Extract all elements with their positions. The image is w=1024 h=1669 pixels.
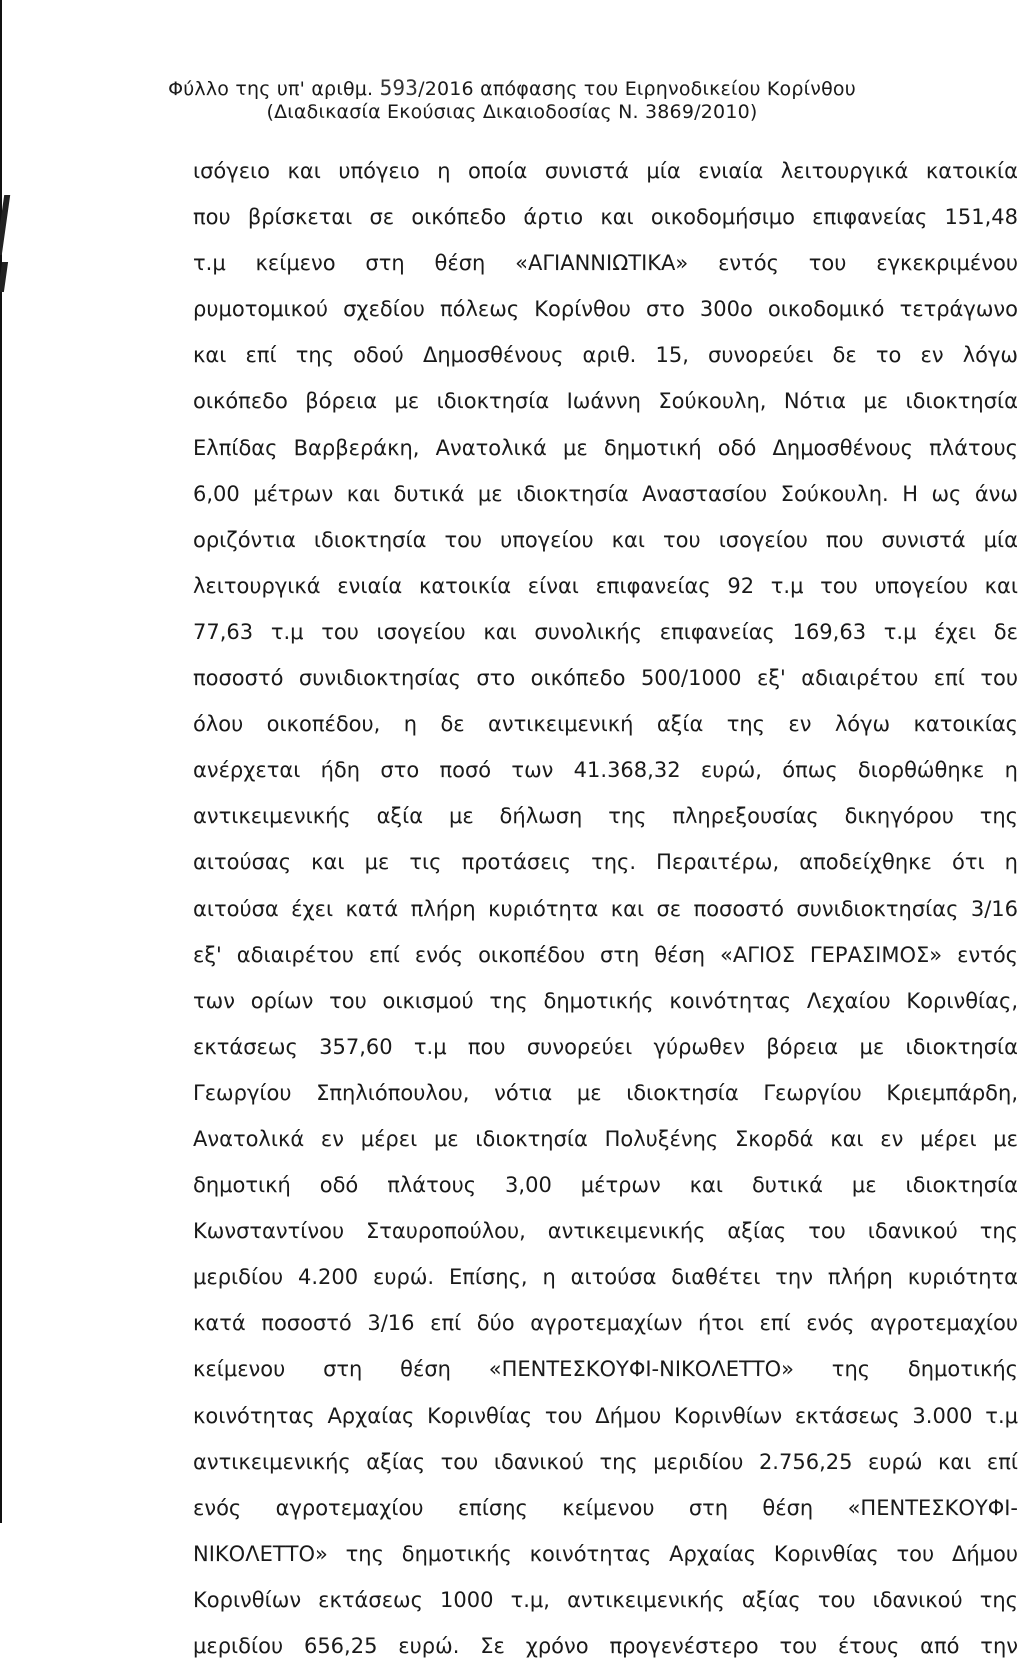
text-line: αιτούσας και με τις προτάσεις της. Περαιτέρω, αποδείχθηκε ότι η: [193, 850, 1018, 875]
page-header: [0, 77, 1024, 100]
text-line: κείμενου στη θέση «ΠΕΝΤΕΣΚΟΥΦΙ-ΝΙΚΟΛΕΤΤΟ» της δημοτικής: [193, 1357, 1018, 1382]
margin-mark: [0, 262, 8, 292]
text-line: 6,00 μέτρων και δυτικά με ιδιοκτησία Αναστασίου Σούκουλη. Η ως άνω: [193, 481, 1018, 506]
text-line: Ανατολικά εν μέρει με ιδιοκτησία Πολυξένης Σκορδά και εν μέρει με: [193, 1126, 1018, 1151]
text-line: οικόπεδο βόρεια με ιδιοκτησία Ιωάννη Σούκουλη, Νότια με ιδιοκτησία: [193, 389, 1018, 414]
text-line: εξ' αδιαιρέτου επί ενός οικοπέδου στη θέση «ΑΓΙΟΣ ΓΕΡΑΣΙΜΟΣ» εντός: [193, 942, 1018, 967]
header-prefix: Φύλλο της υπ' αριθμ.: [168, 78, 374, 100]
text-line: Κορινθίων εκτάσεως 1000 τ.μ, αντικειμενικής αξίας του ιδανικού της: [193, 1587, 1018, 1612]
text-line: κοινότητας Αρχαίας Κορινθίας του Δήμου Κορινθίων εκτάσεως 3.000 τ.μ: [193, 1403, 1018, 1428]
case-number: 593: [379, 76, 419, 100]
text-line: ΝΙΚΟΛΕΤΤΟ» της δημοτικής κοινότητας Αρχαίας Κορινθίας του Δήμου: [193, 1541, 1018, 1566]
text-line: μεριδίου 656,25 ευρώ. Σε χρόνο προγενέστερο του έτους από την: [193, 1634, 1018, 1658]
text-line: ρυμοτομικού σχεδίου πόλεως Κορίνθου στο 300ο οικοδομικό τετράγωνο: [193, 297, 1018, 322]
text-line: δημοτική οδό πλάτους 3,00 μέτρων και δυτικά με ιδιοκτησία: [193, 1173, 1018, 1198]
text-line: Γεωργίου Σπηλιόπουλου, νότια με ιδιοκτησία Γεωργίου Κριεμπάρδη,: [193, 1080, 1018, 1105]
text-line: των ορίων του οικισμού της δημοτικής κοινότητας Λεχαίου Κορινθίας,: [193, 988, 1018, 1013]
body-paragraph: [193, 148, 1018, 1669]
text-line: ισόγειο και υπόγειο η οποία συνιστά μία ενιαία λειτουργικά κατοικία: [193, 159, 1018, 183]
text-line: αντικειμενικής αξίας του ιδανικού της μεριδίου 2.756,25 ευρώ και επί: [193, 1449, 1018, 1474]
header-suffix: /2016 απόφασης του Ειρηνοδικείου Κορίνθου: [418, 78, 856, 100]
text-line: Κωνσταντίνου Σταυροπούλου, αντικειμενικής αξίας του ιδανικού της: [193, 1219, 1018, 1244]
text-line: μεριδίου 4.200 ευρώ. Επίσης, η αιτούσα διαθέτει την πλήρη κυριότητα: [193, 1265, 1018, 1290]
text-line: κατά ποσοστό 3/16 επί δύο αγροτεμαχίων ήτοι επί ενός αγροτεμαχίου: [193, 1311, 1018, 1336]
text-line: και επί της οδού Δημοσθένους αριθ. 15, συνορεύει δε το εν λόγω: [193, 343, 1018, 368]
text-line: ενός αγροτεμαχίου επίσης κείμενου στη θέση «ΠΕΝΤΕΣΚΟΥΦΙ-: [193, 1495, 1018, 1520]
page-header-procedure: (Διαδικασία Εκούσιας Δικαιοδοσίας Ν. 3869/2010): [266, 101, 758, 123]
text-line: 77,63 τ.μ του ισογείου και συνολικής επιφανείας 169,63 τ.μ έχει δε: [193, 619, 1018, 644]
text-line: που βρίσκεται σε οικόπεδο άρτιο και οικοδομήσιμο επιφανείας 151,48: [193, 205, 1018, 230]
text-line: αιτούσα έχει κατά πλήρη κυριότητα και σε ποσοστό συνιδιοκτησίας 3/16: [193, 896, 1018, 921]
text-line: Ελπίδας Βαρβεράκη, Ανατολικά με δημοτική οδό Δημοσθένους πλάτους: [193, 435, 1018, 460]
text-line: ανέρχεται ήδη στο ποσό των 41.368,32 ευρώ, όπως διορθώθηκε η: [193, 758, 1018, 783]
text-line: όλου οικοπέδου, η δε αντικειμενική αξία της εν λόγω κατοικίας: [193, 712, 1018, 737]
text-line: αντικειμενικής αξία με δήλωση της πληρεξουσίας δικηγόρου της: [193, 804, 1018, 829]
text-line: λειτουργικά ενιαία κατοικία είναι επιφανείας 92 τ.μ του υπογείου και: [193, 573, 1018, 598]
text-line: εκτάσεως 357,60 τ.μ που συνορεύει γύρωθεν βόρεια με ιδιοκτησία: [193, 1034, 1018, 1059]
text-line: τ.μ κείμενο στη θέση «ΑΓΙΑΝΝΙΩΤΙΚΑ» εντός του εγκεκριμένου: [193, 251, 1018, 276]
text-line: οριζόντια ιδιοκτησία του υπογείου και του ισογείου που συνιστά μία: [193, 527, 1018, 552]
text-line: ποσοστό συνιδιοκτησίας στο οικόπεδο 500/1000 εξ' αδιαιρέτου επί του: [193, 666, 1018, 691]
